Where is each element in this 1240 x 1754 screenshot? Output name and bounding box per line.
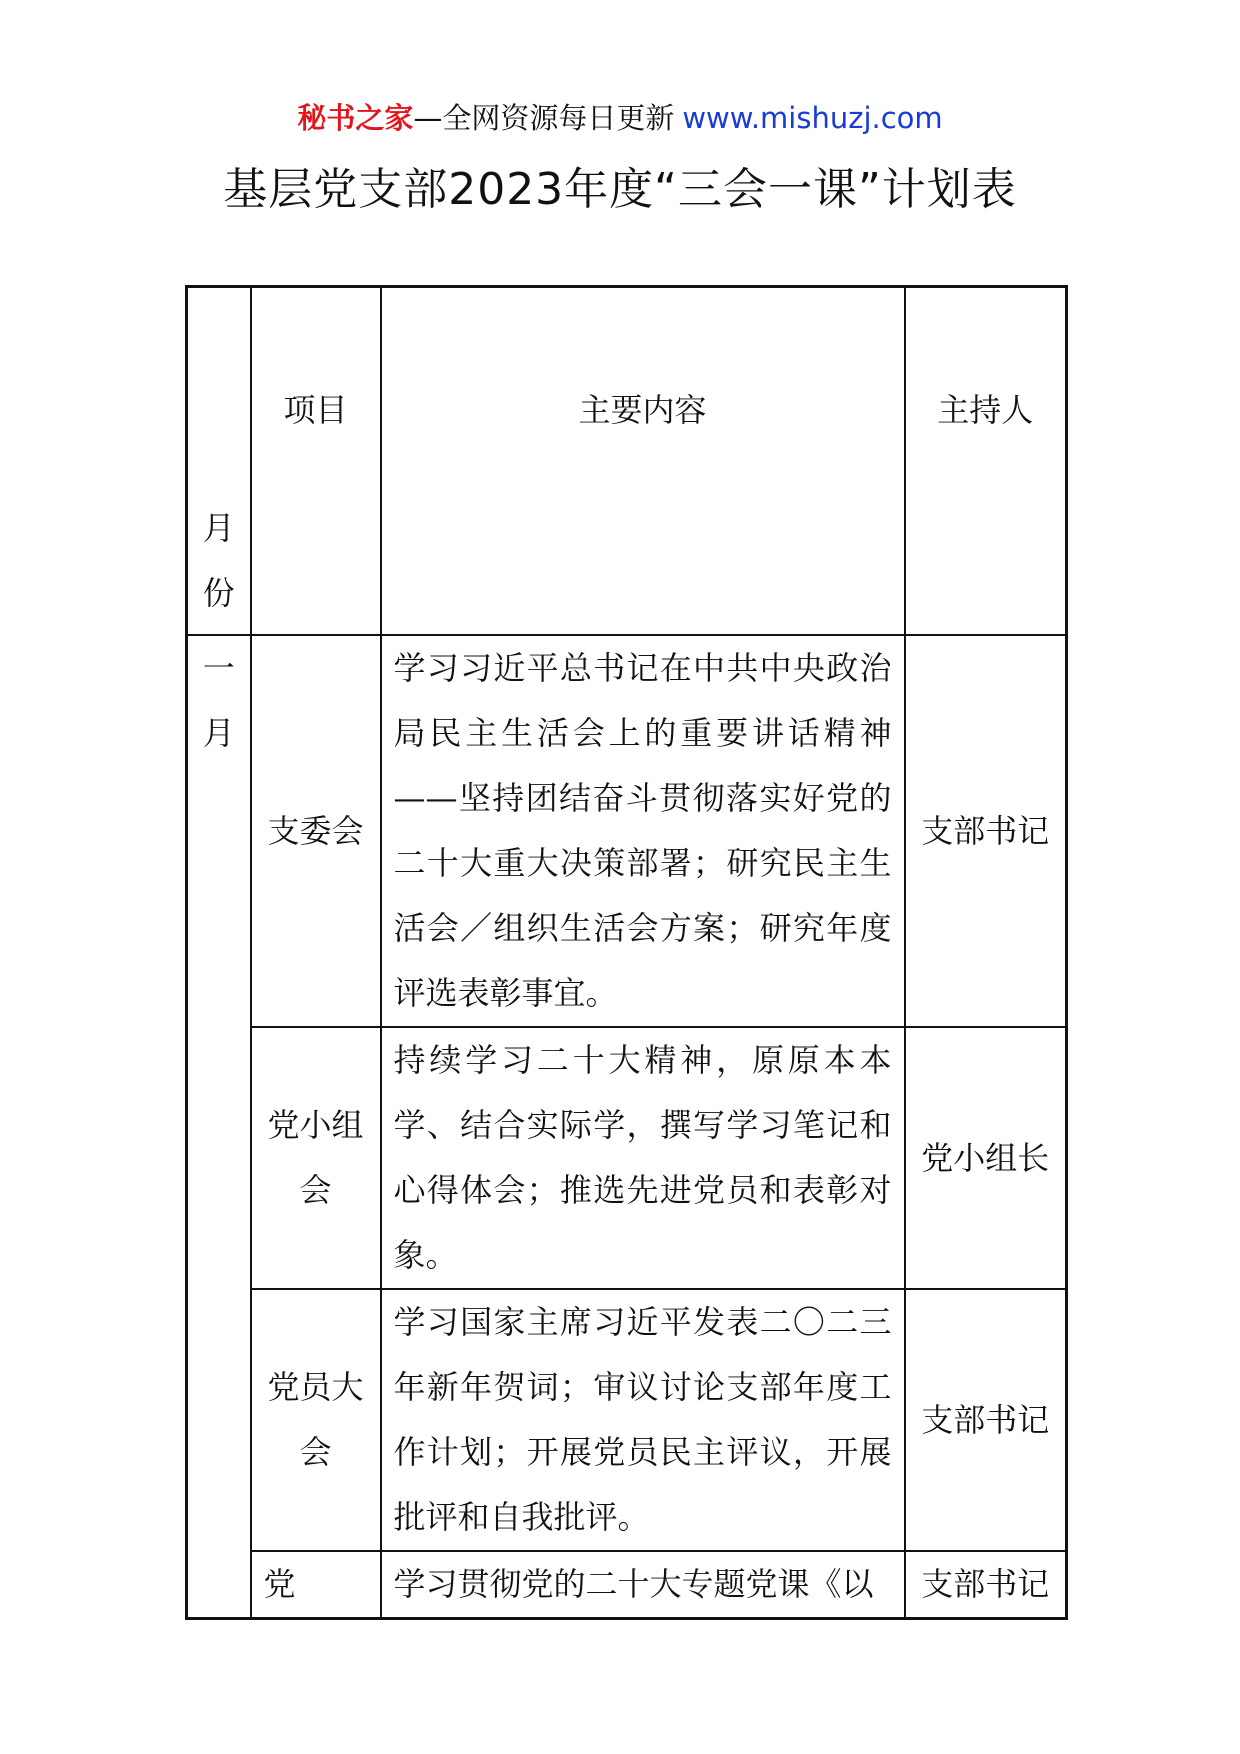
host-cell: 党小组长 [905, 1027, 1067, 1289]
site-brand: 秘书之家 [297, 101, 414, 135]
header-content: 主要内容 [381, 287, 905, 636]
table-row [187, 1551, 1067, 1619]
content-cell: 学习贯彻党的二十大专题党课《以 [381, 1551, 905, 1619]
header-month [187, 287, 251, 636]
item-label: 党员大会 [267, 1368, 364, 1471]
item-label: 支委会 [267, 811, 364, 850]
host-cell: 支部书记 [905, 1289, 1067, 1551]
header-item: 项目 [251, 287, 381, 636]
content-cell: 学习习近平总书记在中共中央政治局民主生活会上的重要讲话精神——坚持团结奋斗贯彻落实好党的二十大重大决策部署；研究民主生活会／组织生活会方案；研究年度评选表彰事宜。 [381, 635, 905, 1027]
content-cell: 学习国家主席习近平发表二〇二三年新年贺词；审议讨论支部年度工作计划；开展党员民主评议，开展批评和自我批评。 [381, 1289, 905, 1551]
item-cell [251, 1289, 381, 1551]
table-header-row [187, 287, 1067, 636]
host-cell: 支部书记 [905, 635, 1067, 1027]
item-label: 党小组会 [267, 1106, 364, 1209]
table-row [187, 1289, 1067, 1551]
item-cell: 党 [251, 1551, 381, 1619]
item-cell [251, 635, 381, 1027]
header-dash: — [413, 101, 443, 135]
table-row [187, 635, 1067, 1027]
plan-table [185, 285, 1068, 1620]
month-cell [187, 635, 251, 1619]
site-slogan: 全网资源每日更新 [442, 101, 675, 135]
item-cell [251, 1027, 381, 1289]
header-month-char-2: 份 [202, 574, 235, 612]
table-row [187, 1027, 1067, 1289]
host-cell: 支部书记 [905, 1551, 1067, 1619]
header-host: 主持人 [905, 287, 1067, 636]
month-char-1: 一 [202, 649, 235, 687]
site-header [0, 98, 1240, 138]
month-char-2: 月 [202, 714, 235, 752]
content-cell: 持续学习二十大精神，原原本本学、结合实际学，撰写学习笔记和心得体会；推选先进党员和表彰对象。 [381, 1027, 905, 1289]
site-url-link[interactable]: www.mishuzj.com [682, 101, 943, 135]
document-title: 基层党支部2023年度“三会一课”计划表 [223, 164, 1017, 215]
header-month-char-1: 月 [202, 509, 235, 547]
